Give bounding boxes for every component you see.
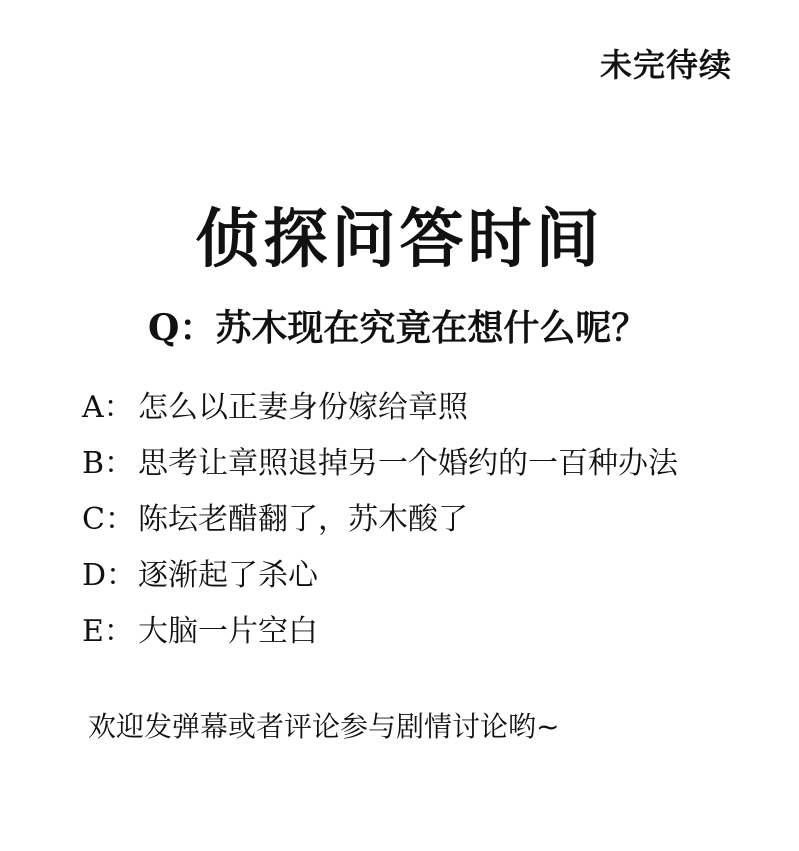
option-text: 大脑一片空白 [138,614,318,649]
to-be-continued-label: 未完待续 [600,46,733,84]
option-text: 怎么以正妻身份嫁给章照 [138,390,468,425]
footer-invitation-text: 欢迎发弹幕或者评论参与剧情讨论哟~ [88,710,560,743]
answer-options-list [82,388,678,668]
option-text: 思考让章照退掉另一个婚约的一百种办法 [138,446,678,481]
option-letter: A： [82,390,134,425]
option-c [82,500,678,556]
question-text: Q：苏木现在究竟在想什么呢？ [148,307,648,349]
page-title: 侦探问答时间 [195,203,604,277]
option-text: 逐渐起了杀心 [138,558,318,593]
option-a [82,388,678,444]
option-letter: B： [82,446,135,481]
option-b [82,444,678,500]
option-letter: E： [82,614,134,649]
option-e [82,612,678,668]
option-text: 陈坛老醋翻了，苏木酸了 [138,502,468,537]
option-letter: C： [82,502,135,537]
option-d [82,556,678,612]
option-letter: D： [82,558,137,593]
